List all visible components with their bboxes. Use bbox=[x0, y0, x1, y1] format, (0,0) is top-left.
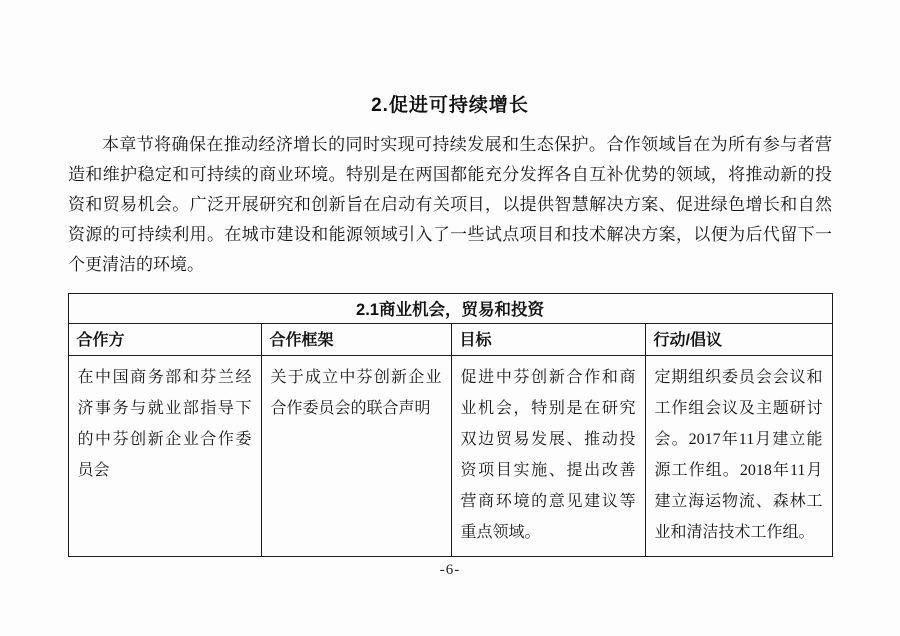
cell-action: 定期组织委员会会议和工作组会议及主题研讨会。2017年11月建立能源工作组。2018年11月建立海运物流、森林工业和清洁技术工作组。 bbox=[645, 356, 832, 557]
column-header-goal: 目标 bbox=[451, 324, 645, 356]
table-title: 2.1商业机会，贸易和投资 bbox=[68, 294, 832, 324]
body-paragraph: 本章节将确保在推动经济增长的同时实现可持续发展和生态保护。合作领域旨在为所有参与者营造和维护稳定和可持续的商业环境。特别是在两国都能充分发挥各自互补优势的领域，将推动新的投资和贸易机会。广泛开展研究和创新旨在启动有关项目，以提供智慧解决方案、促进绿色增长和自然资源的可持续利用。在城市建设和能源领域引入了一些试点项目和技术解决方案，以便为后代留下一个更清洁的环境。 bbox=[68, 135, 832, 274]
column-header-partner: 合作方 bbox=[68, 324, 261, 356]
page-number: -6- bbox=[439, 562, 461, 578]
section-title: 2.促进可持续增长 bbox=[371, 95, 529, 116]
table-header-row bbox=[68, 324, 832, 356]
cooperation-table bbox=[68, 293, 833, 557]
cell-framework: 关于成立中芬创新企业合作委员会的联合声明 bbox=[261, 356, 451, 557]
table-row bbox=[68, 356, 832, 557]
column-header-action: 行动/倡议 bbox=[645, 324, 832, 356]
cell-partner: 在中国商务部和芬兰经济事务与就业部指导下的中芬创新企业合作委员会 bbox=[68, 356, 261, 557]
column-header-framework: 合作框架 bbox=[261, 324, 451, 356]
cell-goal: 促进中芬创新合作和商业机会，特别是在研究双边贸易发展、推动投资项目实施、提出改善营商环境的意见建议等重点领域。 bbox=[451, 356, 645, 557]
table-title-row bbox=[68, 294, 832, 324]
